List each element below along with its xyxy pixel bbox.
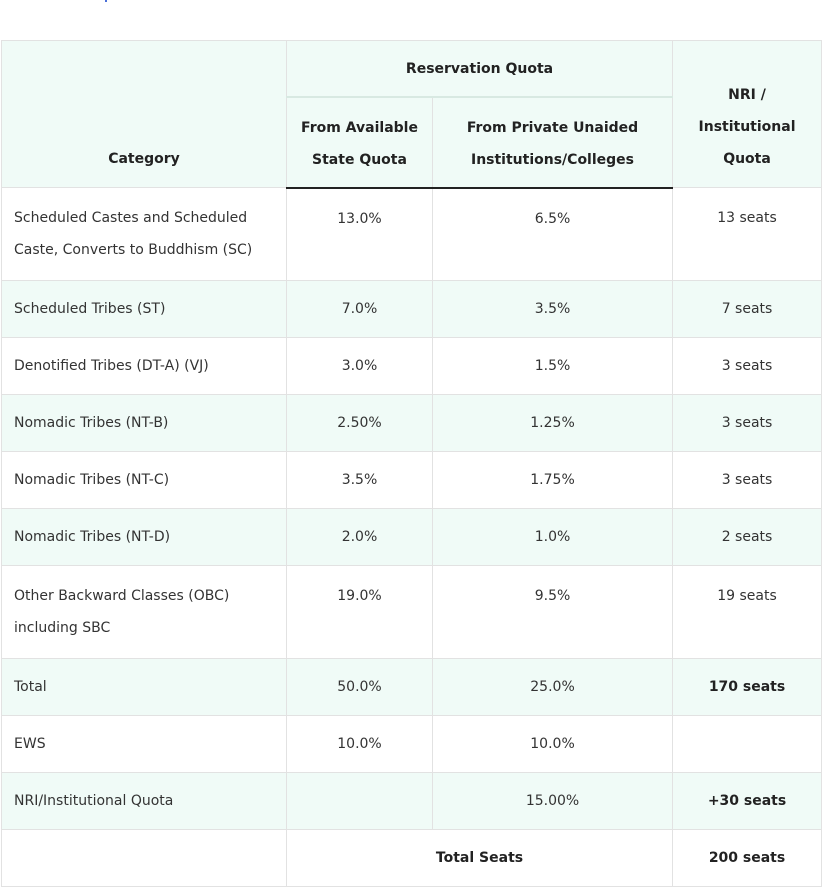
table-row	[2, 281, 822, 338]
cell-category: Nomadic Tribes (NT-C)	[2, 452, 287, 509]
cell-nri: +30 seats	[673, 773, 822, 830]
table-row	[2, 773, 822, 830]
cell-category: Total	[2, 659, 287, 716]
decorative-dot	[105, 0, 107, 2]
cell-private: 1.0%	[433, 509, 673, 566]
cell-nri: 2 seats	[673, 509, 822, 566]
cell-state: 13.0%	[287, 188, 433, 281]
table-row-footer	[2, 830, 822, 887]
cell-private: 25.0%	[433, 659, 673, 716]
reservation-quota-table	[1, 40, 822, 887]
cell-nri	[673, 716, 822, 773]
cell-nri: 3 seats	[673, 395, 822, 452]
total-seats-label: Total Seats	[287, 830, 673, 887]
cell-state: 10.0%	[287, 716, 433, 773]
cell-state: 50.0%	[287, 659, 433, 716]
cell-state: 3.5%	[287, 452, 433, 509]
table-row	[2, 452, 822, 509]
table-row	[2, 188, 822, 281]
cell-private: 6.5%	[433, 188, 673, 281]
header-nri-label: NRI / Institutional Quota	[698, 87, 796, 167]
header-nri-quota	[673, 41, 822, 188]
cell-nri: 13 seats	[673, 188, 822, 281]
cell-private: 1.75%	[433, 452, 673, 509]
cell-nri: 3 seats	[673, 338, 822, 395]
cell-state: 19.0%	[287, 566, 433, 659]
total-seats-value: 200 seats	[673, 830, 822, 887]
cell-private: 1.25%	[433, 395, 673, 452]
cell-nri: 7 seats	[673, 281, 822, 338]
cell-private: 15.00%	[433, 773, 673, 830]
table-row-total	[2, 659, 822, 716]
header-from-private: From Private Unaided Institutions/Colleges	[433, 97, 673, 188]
cell-state: 2.0%	[287, 509, 433, 566]
cell-private: 1.5%	[433, 338, 673, 395]
cell-private: 3.5%	[433, 281, 673, 338]
cell-nri: 3 seats	[673, 452, 822, 509]
table-row	[2, 509, 822, 566]
header-reservation-quota: Reservation Quota	[287, 41, 673, 97]
cell-state: 7.0%	[287, 281, 433, 338]
header-category: Category	[2, 41, 287, 188]
table-row	[2, 338, 822, 395]
cell-state: 3.0%	[287, 338, 433, 395]
cell-nri: 170 seats	[673, 659, 822, 716]
table-row	[2, 566, 822, 659]
cell-category: Nomadic Tribes (NT-D)	[2, 509, 287, 566]
cell-category: Denotified Tribes (DT-A) (VJ)	[2, 338, 287, 395]
cell-category: Scheduled Tribes (ST)	[2, 281, 287, 338]
cell-nri: 19 seats	[673, 566, 822, 659]
cell-category: Other Backward Classes (OBC) including SBC	[2, 566, 287, 659]
cell-state	[287, 773, 433, 830]
cell-category: NRI/Institutional Quota	[2, 773, 287, 830]
cell-category: Nomadic Tribes (NT-B)	[2, 395, 287, 452]
header-from-state: From Available State Quota	[287, 97, 433, 188]
table-row	[2, 716, 822, 773]
cell-category: Scheduled Castes and Scheduled Caste, Converts to Buddhism (SC)	[2, 188, 287, 281]
cell-private: 9.5%	[433, 566, 673, 659]
cell-empty	[2, 830, 287, 887]
cell-state: 2.50%	[287, 395, 433, 452]
cell-private: 10.0%	[433, 716, 673, 773]
table-row	[2, 395, 822, 452]
cell-category: EWS	[2, 716, 287, 773]
